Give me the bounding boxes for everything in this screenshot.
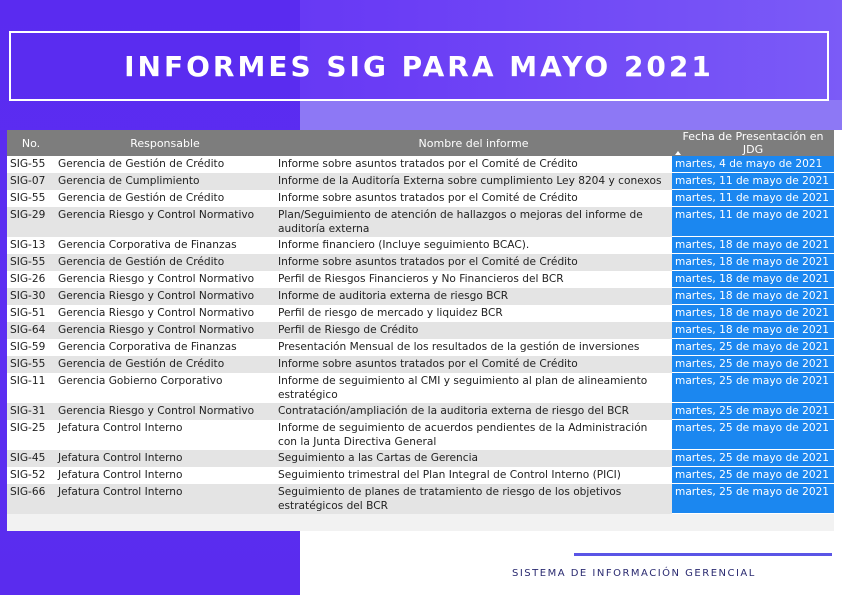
cell-responsable: Gerencia de Gestión de Crédito [55, 156, 275, 173]
cell-responsable: Gerencia Riesgo y Control Normativo [55, 322, 275, 339]
cell-responsable: Gerencia Riesgo y Control Normativo [55, 271, 275, 288]
cell-no: SIG-55 [7, 254, 55, 271]
cell-no: SIG-25 [7, 420, 55, 450]
cell-fecha: martes, 25 de mayo de 2021 [672, 450, 834, 467]
table-row[interactable] [7, 173, 834, 190]
reports-table [7, 130, 834, 514]
reports-table-container [7, 130, 834, 531]
cell-nombre: Perfil de Riesgo de Crédito [275, 322, 672, 339]
cell-nombre: Informe de la Auditoría Externa sobre cumplimiento Ley 8204 y conexos [275, 173, 672, 190]
table-row[interactable] [7, 254, 834, 271]
cell-fecha: martes, 25 de mayo de 2021 [672, 403, 834, 420]
cell-responsable: Gerencia Riesgo y Control Normativo [55, 288, 275, 305]
table-row[interactable] [7, 271, 834, 288]
cell-responsable: Gerencia Corporativa de Finanzas [55, 339, 275, 356]
cell-nombre: Informe sobre asuntos tratados por el Comité de Crédito [275, 254, 672, 271]
table-row[interactable] [7, 190, 834, 207]
cell-fecha: martes, 11 de mayo de 2021 [672, 190, 834, 207]
cell-no: SIG-30 [7, 288, 55, 305]
table-row[interactable] [7, 420, 834, 450]
cell-fecha: martes, 18 de mayo de 2021 [672, 237, 834, 254]
cell-fecha: martes, 25 de mayo de 2021 [672, 339, 834, 356]
cell-no: SIG-51 [7, 305, 55, 322]
table-row[interactable] [7, 467, 834, 484]
cell-responsable: Gerencia Riesgo y Control Normativo [55, 207, 275, 237]
title-frame [9, 31, 829, 101]
column-header-nombre[interactable]: Nombre del informe [418, 136, 529, 150]
cell-responsable: Gerencia Riesgo y Control Normativo [55, 403, 275, 420]
cell-fecha: martes, 11 de mayo de 2021 [672, 207, 834, 237]
cell-fecha: martes, 25 de mayo de 2021 [672, 356, 834, 373]
cell-fecha: martes, 25 de mayo de 2021 [672, 484, 834, 514]
cell-nombre: Presentación Mensual de los resultados de la gestión de inversiones [275, 339, 672, 356]
cell-nombre: Informe de seguimiento al CMI y seguimiento al plan de alineamiento estratégico [275, 373, 672, 403]
cell-responsable: Gerencia de Gestión de Crédito [55, 190, 275, 207]
table-row[interactable] [7, 237, 834, 254]
cell-nombre: Contratación/ampliación de la auditoria externa de riesgo del BCR [275, 403, 672, 420]
cell-nombre: Informe de auditoria externa de riesgo BCR [275, 288, 672, 305]
table-row[interactable] [7, 356, 834, 373]
cell-responsable: Gerencia de Cumplimiento [55, 173, 275, 190]
cell-fecha: martes, 25 de mayo de 2021 [672, 373, 834, 403]
cell-nombre: Informe de seguimiento de acuerdos pendientes de la Administración con la Junta Directiva General [275, 420, 672, 450]
cell-fecha: martes, 18 de mayo de 2021 [672, 322, 834, 339]
cell-no: SIG-64 [7, 322, 55, 339]
cell-no: SIG-55 [7, 156, 55, 173]
table-row[interactable] [7, 450, 834, 467]
cell-responsable: Gerencia de Gestión de Crédito [55, 356, 275, 373]
cell-responsable: Gerencia Gobierno Corporativo [55, 373, 275, 403]
footer-label: SISTEMA DE INFORMACIÓN GERENCIAL [512, 568, 756, 579]
cell-nombre: Informe financiero (Incluye seguimiento BCAC). [275, 237, 672, 254]
cell-no: SIG-55 [7, 356, 55, 373]
cell-responsable: Jefatura Control Interno [55, 420, 275, 450]
cell-responsable: Jefatura Control Interno [55, 467, 275, 484]
table-row[interactable] [7, 373, 834, 403]
cell-no: SIG-26 [7, 271, 55, 288]
header-light-band [300, 100, 842, 130]
cell-responsable: Gerencia de Gestión de Crédito [55, 254, 275, 271]
table-row[interactable] [7, 288, 834, 305]
cell-nombre: Informe sobre asuntos tratados por el Comité de Crédito [275, 356, 672, 373]
table-row[interactable] [7, 207, 834, 237]
cell-no: SIG-59 [7, 339, 55, 356]
cell-nombre: Seguimiento a las Cartas de Gerencia [275, 450, 672, 467]
column-header-fecha-label: Fecha de Presentación en JDG [682, 130, 824, 156]
cell-nombre: Plan/Seguimiento de atención de hallazgos o mejoras del informe de auditoría externa [275, 207, 672, 237]
cell-no: SIG-55 [7, 190, 55, 207]
cell-no: SIG-13 [7, 237, 55, 254]
cell-fecha: martes, 18 de mayo de 2021 [672, 288, 834, 305]
cell-no: SIG-11 [7, 373, 55, 403]
cell-no: SIG-52 [7, 467, 55, 484]
cell-nombre: Perfil de Riesgos Financieros y No Financieros del BCR [275, 271, 672, 288]
table-header-row [7, 130, 834, 156]
cell-nombre: Informe sobre asuntos tratados por el Comité de Crédito [275, 190, 672, 207]
cell-no: SIG-07 [7, 173, 55, 190]
cell-fecha: martes, 18 de mayo de 2021 [672, 305, 834, 322]
table-row[interactable] [7, 484, 834, 514]
cell-fecha: martes, 18 de mayo de 2021 [672, 254, 834, 271]
cell-fecha: martes, 11 de mayo de 2021 [672, 173, 834, 190]
table-row[interactable] [7, 339, 834, 356]
table-row[interactable] [7, 305, 834, 322]
cell-responsable: Gerencia Corporativa de Finanzas [55, 237, 275, 254]
table-row[interactable] [7, 156, 834, 173]
table-body [7, 156, 834, 514]
cell-responsable: Jefatura Control Interno [55, 484, 275, 514]
cell-nombre: Perfil de riesgo de mercado y liquidez BCR [275, 305, 672, 322]
cell-no: SIG-31 [7, 403, 55, 420]
cell-nombre: Seguimiento de planes de tratamiento de riesgo de los objetivos estratégicos del BCR [275, 484, 672, 514]
sort-ascending-icon [675, 151, 681, 155]
cell-responsable: Jefatura Control Interno [55, 450, 275, 467]
table-row[interactable] [7, 322, 834, 339]
cell-no: SIG-45 [7, 450, 55, 467]
cell-fecha: martes, 18 de mayo de 2021 [672, 271, 834, 288]
table-row[interactable] [7, 403, 834, 420]
footer-divider [574, 553, 832, 556]
cell-no: SIG-66 [7, 484, 55, 514]
cell-fecha: martes, 25 de mayo de 2021 [672, 420, 834, 450]
column-header-fecha[interactable] [672, 130, 834, 156]
cell-fecha: martes, 25 de mayo de 2021 [672, 467, 834, 484]
cell-nombre: Seguimiento trimestral del Plan Integral de Control Interno (PICI) [275, 467, 672, 484]
column-header-no[interactable]: No. [21, 136, 41, 150]
cell-nombre: Informe sobre asuntos tratados por el Comité de Crédito [275, 156, 672, 173]
cell-fecha: martes, 4 de mayo de 2021 [672, 156, 834, 173]
cell-responsable: Gerencia Riesgo y Control Normativo [55, 305, 275, 322]
cell-no: SIG-29 [7, 207, 55, 237]
page-title: INFORMES SIG PARA MAYO 2021 [124, 49, 714, 83]
column-header-responsable[interactable]: Responsable [130, 136, 200, 150]
